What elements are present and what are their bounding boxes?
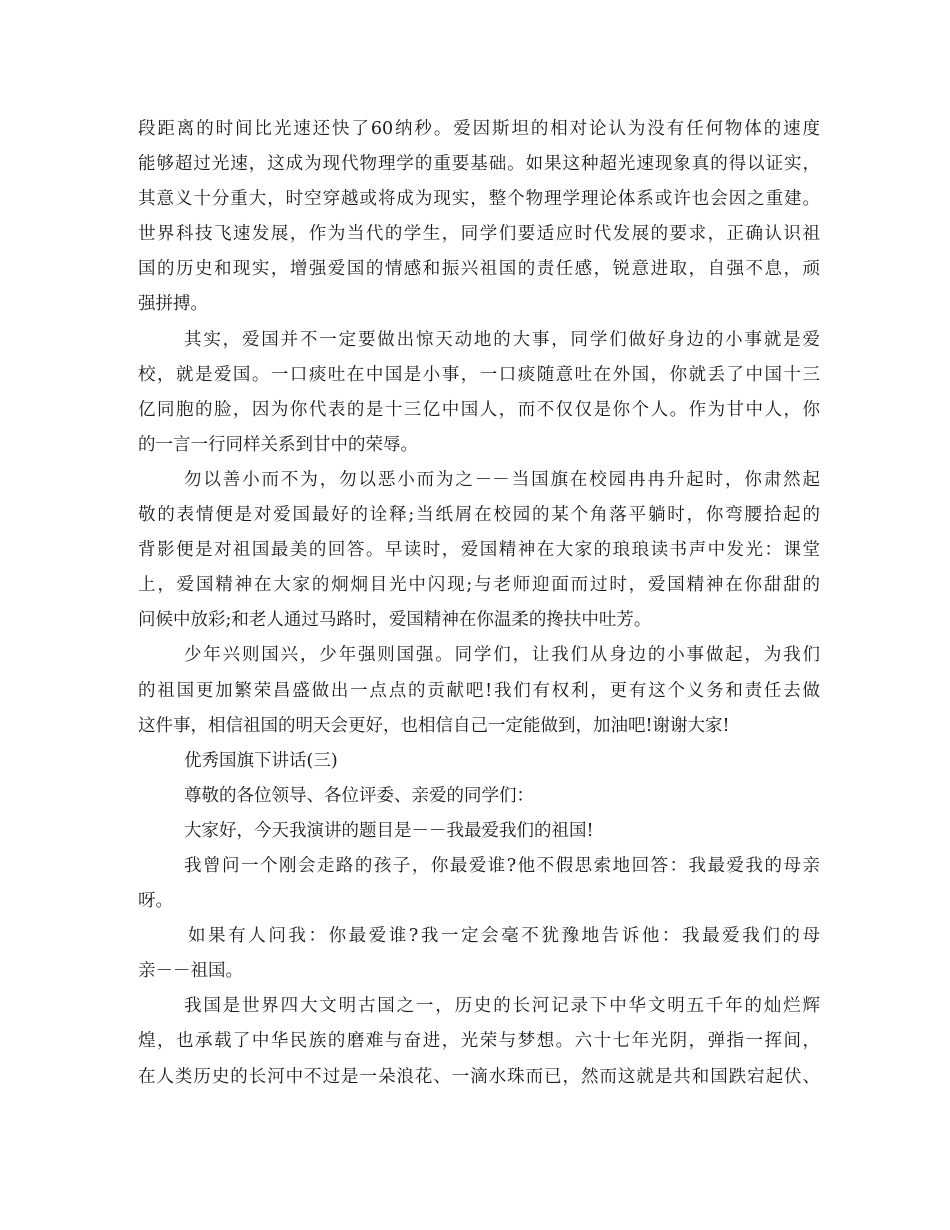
paragraph-start-line: 我国是世界四大文明古国之一，历史的长河记录下中华文明五千年的灿烂辉: [184, 996, 820, 1017]
text-line: 背影便是对祖国最美的回答。早读时，爱国精神在大家的琅琅读书声中发光：课堂: [138, 540, 820, 561]
text-line: 强拼搏。: [138, 294, 208, 315]
paragraph-start-line: 大家好，今天我演讲的题目是－－我最爱我们的祖国!: [184, 820, 594, 841]
text-line: 亿同胞的脸，因为你代表的是十三亿中国人，而不仅仅是你个人。作为甘中人，你: [138, 399, 820, 420]
text-line: 煌，也承载了中华民族的磨难与奋进，光荣与梦想。六十七年光阴，弹指一挥间，: [138, 1031, 820, 1052]
text-line: 国的历史和现实，增强爱国的情感和振兴祖国的责任感，锐意进取，自强不息，顽: [138, 259, 820, 280]
paragraph-start-line: 其实，爱国并不一定要做出惊天动地的大事，同学们做好身边的小事就是爱: [184, 329, 820, 350]
text-line: 的一言一行同样关系到甘中的荣辱。: [138, 434, 418, 455]
text-line: 亲－－祖国。: [138, 961, 243, 982]
text-line: 呀。: [138, 891, 173, 912]
text-line: 其意义十分重大，时空穿越或将成为现实，整个物理学理论体系或许也会因之重建。: [138, 189, 820, 210]
salutation-line: 尊敬的各位领导、各位评委、亲爱的同学们：: [184, 785, 534, 806]
text-line: 上，爱国精神在大家的炯炯目光中闪现;与老师迎面而过时，爱国精神在你甜甜的: [138, 575, 820, 596]
document-body: [138, 112, 820, 1095]
section-heading: 优秀国旗下讲话(三): [184, 750, 338, 771]
text-line: 这件事，相信祖国的明天会更好，也相信自己一定能做到，加油吧!谢谢大家!: [138, 715, 730, 736]
text-line: 能够超过光速，这成为现代物理学的重要基础。如果这种超光速现象真的得以证实，: [138, 154, 820, 175]
text-line: 的祖国更加繁荣昌盛做出一点点的贡献吧!我们有权利，更有这个义务和责任去做: [138, 680, 820, 701]
text-line: 段距离的时间比光速还快了60纳秒。爱因斯坦的相对论认为没有任何物体的速度: [138, 119, 820, 139]
text-line: 敬的表情便是对爱国最好的诠释;当纸屑在校园的某个角落平躺时，你弯腰拾起的: [138, 505, 820, 526]
paragraph-start-line: 少年兴则国兴，少年强则国强。同学们，让我们从身边的小事做起，为我们: [184, 645, 820, 666]
text-line: 在人类历史的长河中不过是一朵浪花、一滴水珠而已，然而这就是共和国跌宕起伏、: [138, 1066, 820, 1087]
paragraph-start-line: 如果有人问我：你最爱谁?我一定会毫不犹豫地告诉他：我最爱我们的母: [188, 926, 820, 947]
text-line: 世界科技飞速发展，作为当代的学生，同学们要适应时代发展的要求，正确认识祖: [138, 224, 820, 245]
text-line: 问候中放彩;和老人通过马路时，爱国精神在你温柔的搀扶中吐芳。: [138, 610, 652, 631]
paragraph-start-line: 勿以善小而不为，勿以恶小而为之－－当国旗在校园冉冉升起时，你肃然起: [184, 469, 820, 490]
text-line: 校，就是爱国。一口痰吐在中国是小事，一口痰随意吐在外国，你就丢了中国十三: [138, 364, 820, 385]
paragraph-start-line: 我曾问一个刚会走路的孩子，你最爱谁?他不假思索地回答：我最爱我的母亲: [184, 855, 820, 876]
